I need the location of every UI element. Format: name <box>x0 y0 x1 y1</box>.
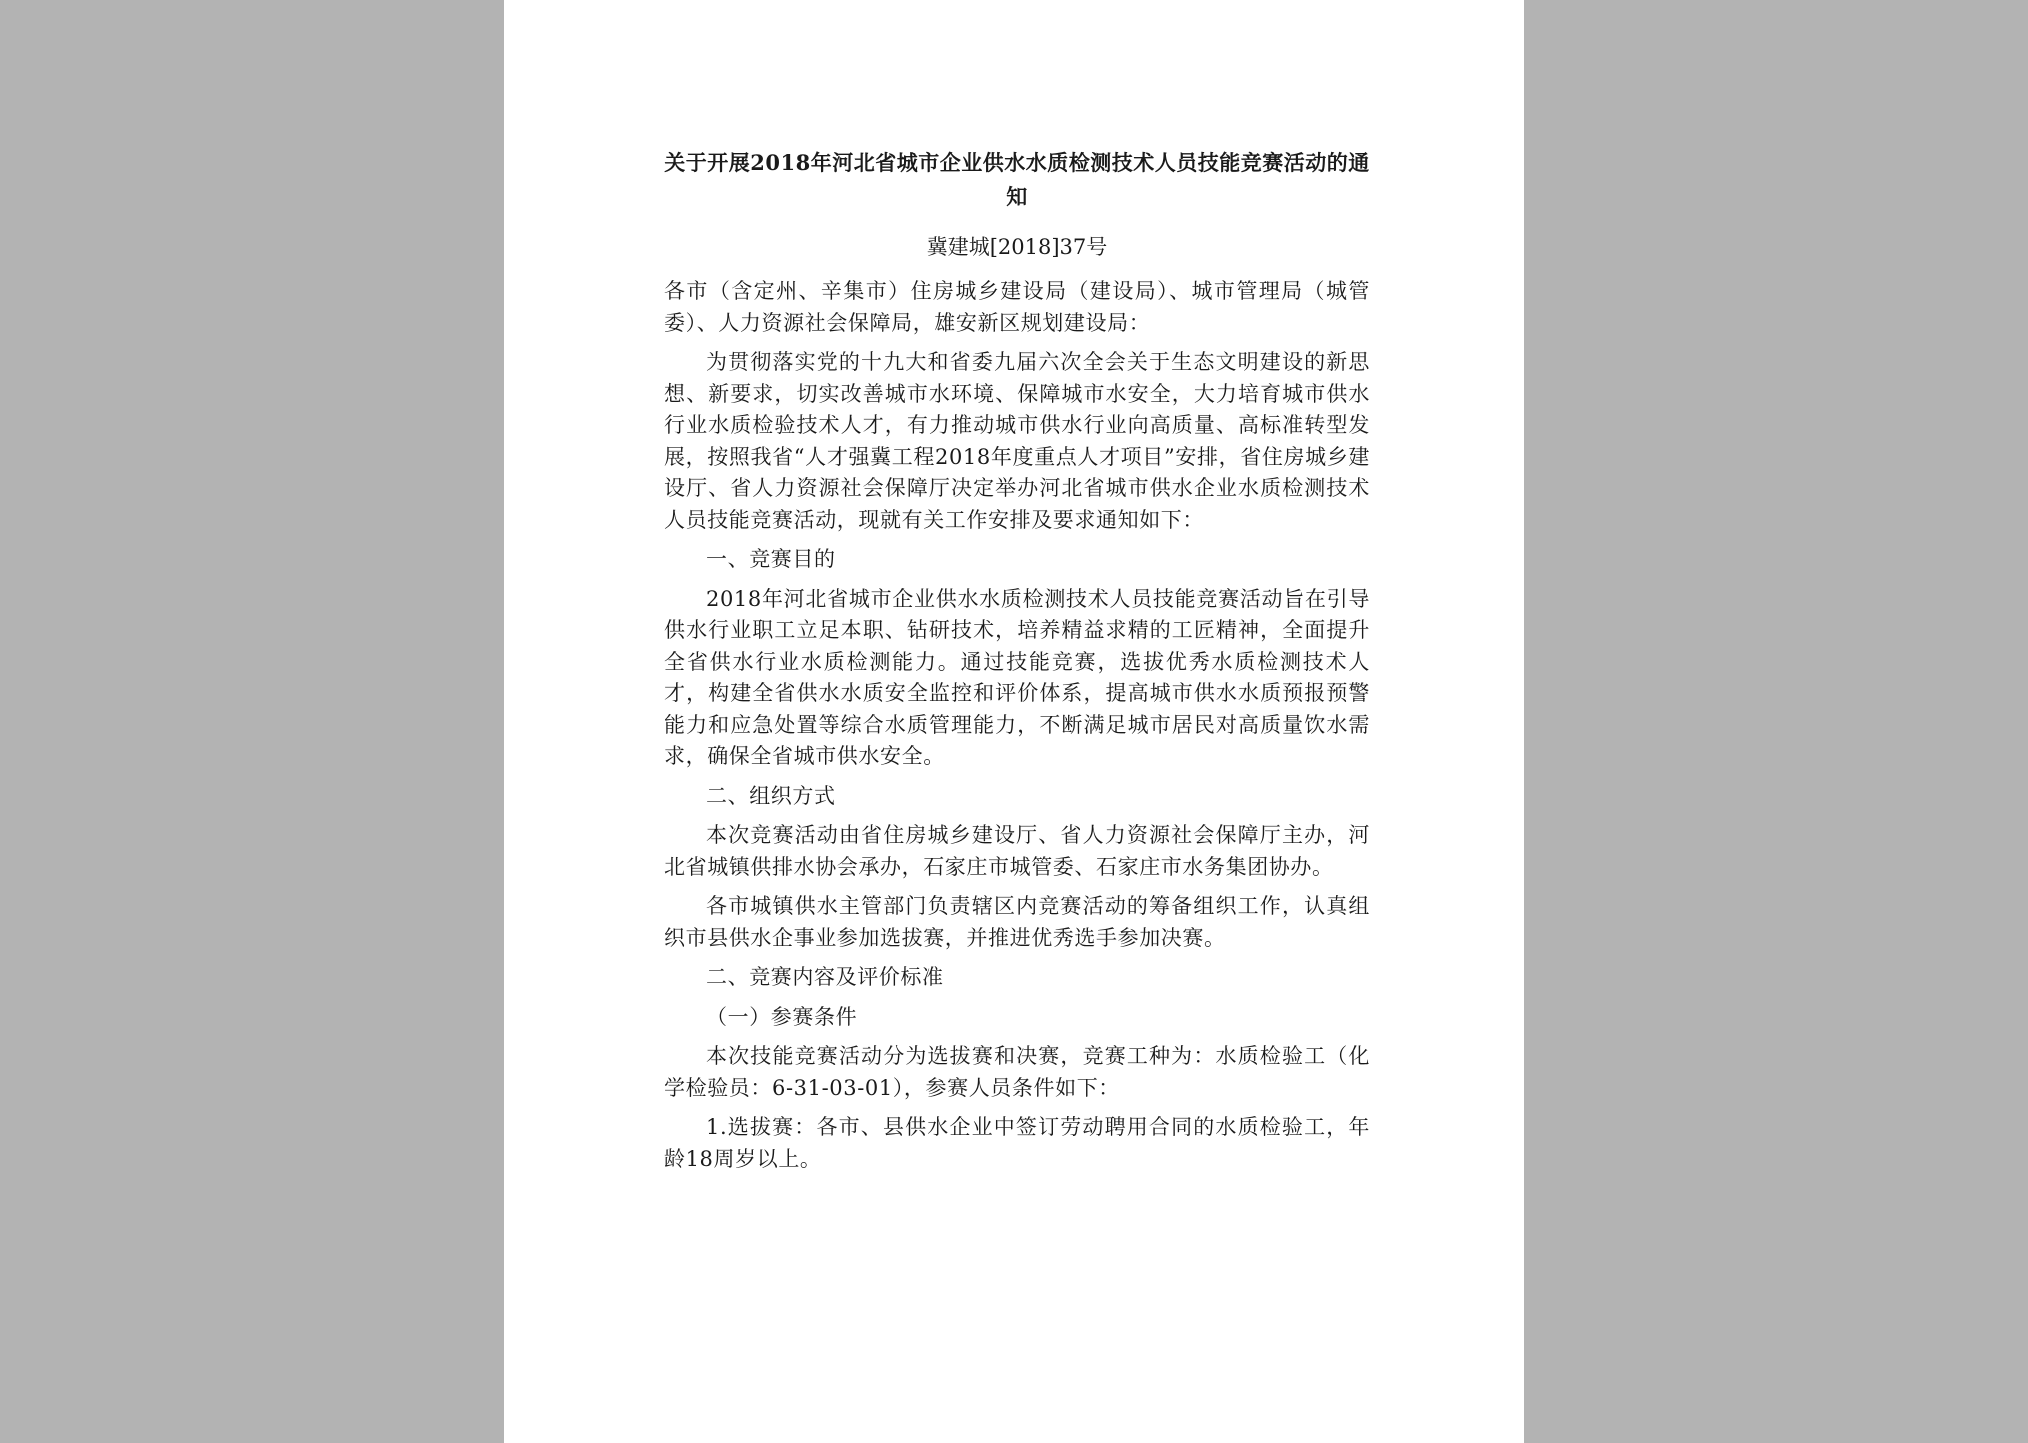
section-heading-content: 二、竞赛内容及评价标准 <box>706 965 944 989</box>
list-item-preliminary: 1.选拔赛：各市、县供水企业中签订劳动聘用合同的水质检验工，年龄18周岁以上。 <box>664 1115 1370 1171</box>
section-body-purpose: 2018年河北省城市企业供水水质检测技术人员技能竞赛活动旨在引导供水行业职工立足本职、钻研技术，培养精益求精的工匠精神，全面提升全省供水行业水质检测能力。通过技能竞赛，选拔优秀水质检测技术人才，构建全省供水水质安全监控和评价体系，提高城市供水水质预报预警能力和应急处置等综合水质管理能力，不断满足城市居民对高质量饮水需求，确保全省城市供水安全。 <box>664 586 1370 768</box>
section-heading-organization: 二、组织方式 <box>706 783 836 808</box>
subsection-heading-eligibility: （一）参赛条件 <box>706 1004 858 1029</box>
intro-paragraph: 为贯彻落实党的十九大和省委九届六次全会关于生态文明建设的新思想、新要求，切实改善城市水环境、保障城市水安全，大力培育城市供水行业水质检验技术人才，有力推动城市供水行业向高质量、高标准转型发展，按照我省“人才强冀工程2018年度重点人才项目”安排，省住房城乡建设厅、省人力资源社会保障厅决定举办河北省城市供水企业水质检测技术人员技能竞赛活动，现就有关工作安排及要求通知如下： <box>664 350 1370 532</box>
document-number: 冀建城[2018]37号 <box>926 235 1108 259</box>
document-title: 关于开展2018年河北省城市企业供水水质检测技术人员技能竞赛活动的通知 <box>664 150 1370 209</box>
section-heading-purpose: 一、竞赛目的 <box>706 547 836 571</box>
document-content <box>664 146 1370 1183</box>
section-body-organization-2: 各市城镇供水主管部门负责辖区内竞赛活动的筹备组织工作，认真组织市县供水企事业参加选拔赛，并推进优秀选手参加决赛。 <box>664 894 1370 950</box>
document-page <box>504 0 1524 1443</box>
section-body-eligibility: 本次技能竞赛活动分为选拔赛和决赛，竞赛工种为：水质检验工（化学检验员：6-31-03-01），参赛人员条件如下： <box>664 1044 1370 1100</box>
section-body-organization-1: 本次竞赛活动由省住房城乡建设厅、省人力资源社会保障厅主办，河北省城镇供排水协会承办，石家庄市城管委、石家庄市水务集团协办。 <box>664 823 1370 879</box>
addressee-paragraph: 各市（含定州、辛集市）住房城乡建设局（建设局）、城市管理局（城管委）、人力资源社会保障局，雄安新区规划建设局： <box>664 279 1370 335</box>
